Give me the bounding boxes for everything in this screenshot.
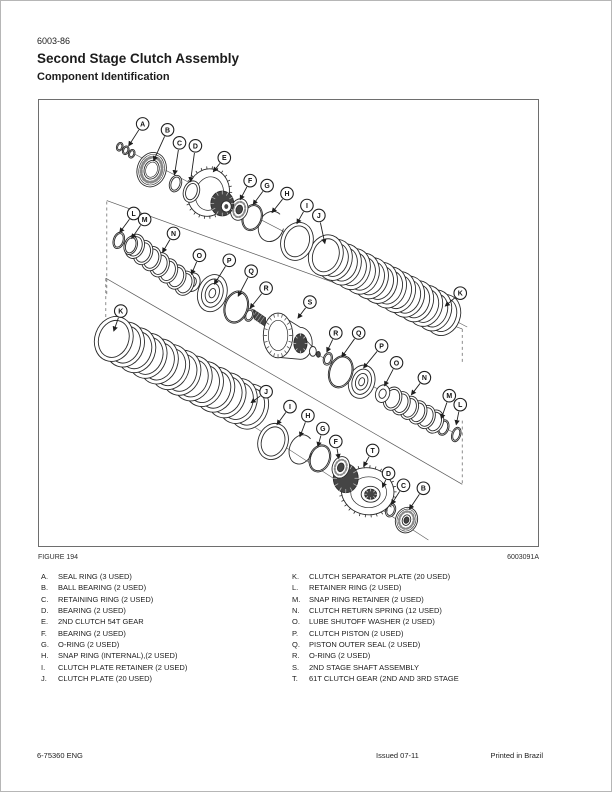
part-letter: S. — [292, 662, 300, 672]
part-letter: D. — [41, 606, 49, 616]
part-description: CLUTCH PISTON (2 USED) — [309, 628, 404, 638]
svg-text:I: I — [305, 203, 308, 211]
exploded-view-diagram — [39, 100, 538, 546]
parts-list-item — [292, 662, 548, 673]
svg-text:M: M — [446, 393, 453, 401]
part-description: O-RING (2 USED) — [58, 640, 120, 650]
svg-text:B: B — [420, 485, 426, 493]
callout-t — [364, 444, 379, 466]
callout-h — [272, 187, 293, 212]
parts-list-item — [292, 616, 548, 627]
parts-list-item — [292, 650, 548, 661]
svg-text:R: R — [263, 285, 269, 293]
page-footer — [37, 751, 543, 763]
part-description: RETAINING RING (2 USED) — [58, 594, 154, 604]
svg-text:G: G — [320, 426, 326, 434]
parts-list-item — [292, 594, 548, 605]
part-letter: F. — [41, 628, 47, 638]
svg-text:H: H — [284, 191, 290, 199]
part-description: SEAL RING (3 USED) — [58, 572, 132, 581]
part-letter: G. — [41, 640, 49, 650]
part-letter: T. — [292, 674, 298, 684]
parts-list-item — [41, 639, 286, 650]
svg-text:N: N — [421, 375, 427, 383]
part-description: CLUTCH SEPARATOR PLATE (20 USED) — [309, 572, 451, 581]
part-letter: C. — [41, 594, 49, 604]
svg-text:O: O — [393, 360, 400, 368]
part-letter: A. — [41, 572, 49, 581]
callout-c — [173, 137, 186, 175]
part-letter: H. — [41, 651, 49, 661]
callout-q — [342, 327, 365, 357]
parts-list-item — [292, 582, 548, 593]
parts-list-right-column — [292, 571, 548, 684]
part-description: BEARING (2 USED) — [58, 628, 126, 638]
parts-list-item — [41, 628, 286, 639]
footer-doc-code: 6-75360 ENG — [37, 751, 83, 760]
callout-i — [277, 400, 296, 424]
part-letter: R. — [292, 651, 300, 661]
callout-p — [364, 340, 388, 368]
part-description: PISTON OUTER SEAL (2 USED) — [309, 640, 421, 650]
svg-text:N: N — [171, 230, 177, 238]
svg-text:O: O — [196, 252, 203, 260]
parts-list-item — [292, 628, 548, 639]
part-description: CLUTCH RETURN SPRING (12 USED) — [309, 606, 442, 616]
svg-text:P: P — [226, 257, 232, 265]
callout-q — [238, 265, 257, 296]
callout-g — [317, 422, 330, 446]
part-description: O-RING (2 USED) — [309, 651, 371, 661]
band-bottom-parts — [88, 308, 421, 536]
callout-a — [129, 118, 149, 146]
section-subtitle: Component Identification — [37, 71, 170, 83]
part-letter: L. — [292, 583, 299, 593]
parts-list-item — [41, 662, 286, 673]
callout-i — [297, 199, 313, 223]
part-description: CLUTCH PLATE (20 USED) — [58, 674, 153, 684]
svg-text:R: R — [333, 330, 339, 338]
parts-list-item — [41, 605, 286, 616]
svg-text:C: C — [400, 482, 406, 490]
svg-text:P: P — [379, 343, 384, 351]
figure-number: FIGURE 194 — [38, 554, 79, 561]
callout-o — [385, 357, 403, 386]
diagram-parts — [88, 141, 466, 535]
svg-text:F: F — [333, 438, 338, 446]
callout-p — [214, 254, 235, 284]
footer-printed-in: Printed in Brazil — [490, 751, 543, 760]
part-description: LUBE SHUTOFF WASHER (2 USED) — [309, 617, 435, 627]
part-letter: I. — [41, 662, 46, 672]
svg-text:I: I — [289, 404, 291, 412]
callout-f — [240, 174, 256, 199]
figure-caption — [38, 554, 539, 561]
part-letter: M. — [292, 594, 301, 604]
part-description: BALL BEARING (2 USED) — [58, 583, 147, 593]
parts-list-item — [292, 605, 548, 616]
svg-text:J: J — [316, 212, 321, 220]
part-letter: E. — [41, 617, 49, 627]
parts-list-item — [292, 673, 548, 684]
part-description: 2ND STAGE SHAFT ASSEMBLY — [309, 662, 420, 672]
callout-o — [191, 249, 205, 274]
svg-text:K: K — [118, 308, 124, 316]
svg-text:A: A — [140, 121, 146, 129]
parts-list-left-column — [41, 571, 286, 684]
svg-text:L: L — [131, 210, 136, 218]
svg-text:D: D — [386, 470, 392, 478]
parts-list-item — [41, 673, 286, 684]
part-description: 2ND CLUTCH 54T GEAR — [58, 617, 144, 627]
part-letter: K. — [292, 572, 300, 581]
parts-list-item — [41, 616, 286, 627]
callout-s — [298, 296, 316, 318]
part-letter: J. — [41, 674, 47, 684]
callout-l — [120, 207, 140, 232]
svg-text:T: T — [370, 447, 375, 455]
callout-n — [411, 371, 430, 394]
part-description: BEARING (2 USED) — [58, 606, 126, 616]
svg-text:B: B — [165, 127, 171, 135]
part-letter: O. — [292, 617, 300, 627]
part-description: 61T CLUTCH GEAR (2ND AND 3RD STAGE — [309, 674, 459, 684]
svg-text:K: K — [457, 290, 463, 298]
parts-list-item — [292, 571, 548, 582]
svg-text:E: E — [221, 155, 227, 163]
part-letter: B. — [41, 583, 49, 593]
part-description: CLUTCH PLATE RETAINER (2 USED) — [58, 662, 188, 672]
parts-list-item — [41, 650, 286, 661]
part-description: SNAP RING (INTERNAL),(2 USED) — [58, 651, 178, 661]
figure-box — [38, 99, 539, 547]
parts-list-item — [41, 594, 286, 605]
callout-l — [454, 398, 467, 424]
part-description: SNAP RING RETAINER (2 USED) — [309, 594, 424, 604]
callout-e — [213, 151, 230, 171]
callout-h — [300, 409, 314, 436]
parts-list-item — [292, 639, 548, 650]
part-letter: P. — [292, 628, 299, 638]
svg-text:F: F — [248, 178, 253, 186]
callout-m — [441, 389, 455, 418]
callout-r — [250, 282, 272, 308]
parts-list-item — [41, 582, 286, 593]
svg-text:Q: Q — [248, 268, 254, 276]
svg-text:C: C — [176, 140, 183, 148]
footer-issued-date: Issued 07-11 — [376, 751, 419, 760]
svg-text:L: L — [458, 402, 463, 410]
svg-text:J: J — [264, 389, 269, 397]
callout-n — [163, 227, 180, 252]
figure-reference-id: 6003091A — [507, 554, 539, 561]
callout-b — [409, 482, 429, 509]
callout-f — [330, 435, 343, 458]
svg-text:S: S — [307, 299, 313, 307]
section-number: 6003-86 — [37, 36, 71, 46]
callout-r — [327, 327, 342, 352]
svg-text:G: G — [264, 183, 270, 191]
svg-text:D: D — [192, 143, 198, 151]
svg-text:H: H — [305, 413, 311, 421]
page-title: Second Stage Clutch Assembly — [37, 51, 240, 66]
parts-list-item — [41, 571, 286, 582]
part-description: RETAINER RING (2 USED) — [309, 583, 402, 593]
part-letter: Q. — [292, 640, 300, 650]
svg-text:Q: Q — [355, 330, 362, 338]
svg-text:M: M — [141, 216, 148, 224]
part-letter: N. — [292, 606, 300, 616]
